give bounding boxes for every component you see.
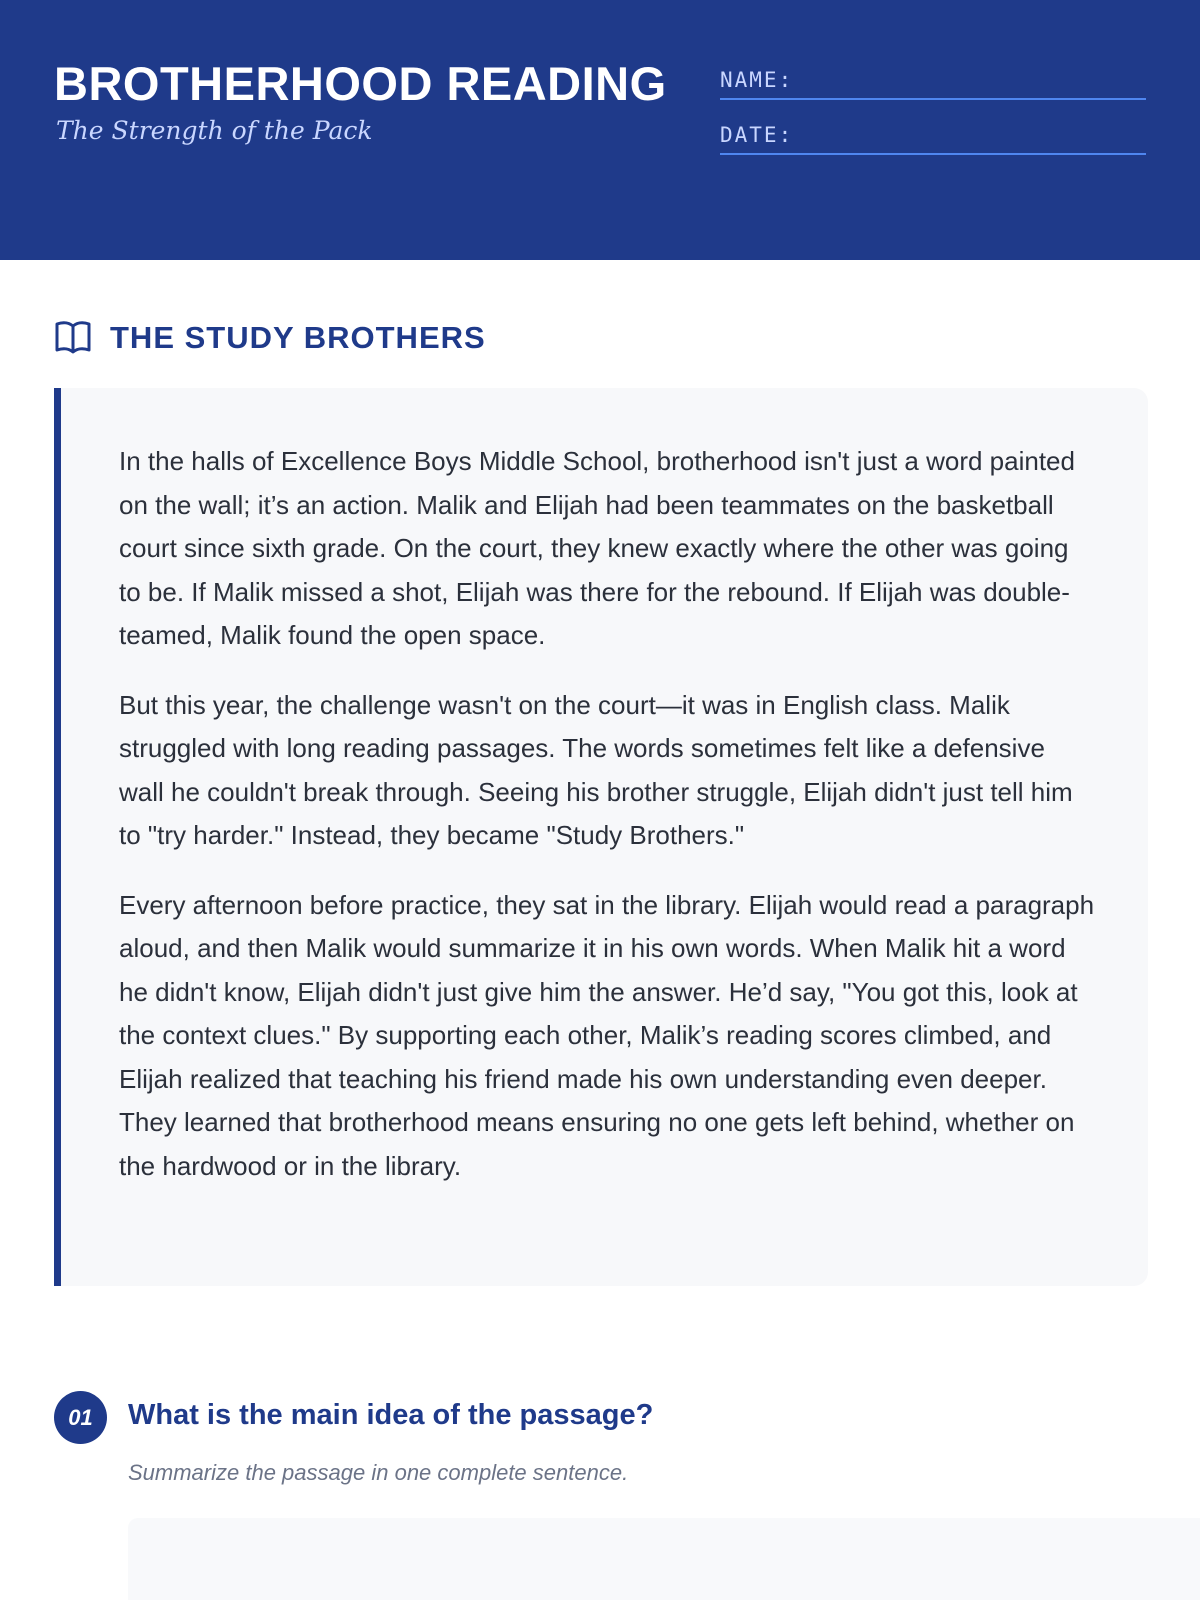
name-label: NAME: [720,68,794,92]
book-open-icon [54,320,94,356]
worksheet-header [0,0,1200,260]
passage-paragraph: Every afternoon before practice, they sat in the library. Elijah would read a paragraph aloud, and then Malik would summarize it in his own words. When Malik hit a word he didn't know, Elijah didn't just give him the answer. He’d say, "You got this, look at the context clues." By supporting each other, Malik’s reading scores climbed, and Elijah realized that teaching his friend made his own understanding even deeper. They learned that brotherhood means ensuring no one gets left behind, whether on the hardwood or in the library. [119,889,1095,1181]
answer-box[interactable] [128,1518,1200,1600]
section-title: THE STUDY BROTHERS [110,320,486,355]
section-heading [54,318,486,358]
question-hint: Summarize the passage in one complete sentence. [128,1460,629,1485]
question-number-badge: 01 [54,1391,107,1444]
worksheet-title: BROTHERHOOD READING [54,57,667,110]
passage-paragraph: In the halls of Excellence Boys Middle School, brotherhood isn't just a word painted on the wall; it’s an action. Malik and Elijah had been teammates on the basketball court since sixth grade. On the court, they knew exactly where the other was going to be. If Malik missed a shot, Elijah was there for the rebound. If Elijah was double-teamed, Malik found the open space. [119,446,1075,650]
date-label: DATE: [720,123,794,147]
name-field[interactable] [720,58,1146,100]
passage-paragraph: But this year, the challenge wasn't on the court—it was in English class. Malik struggled with long reading passages. The words sometimes felt like a defensive wall he couldn't break through. Seeing his brother struggle, Elijah didn't just tell him to "try harder." Instead, they became "Study Brothers." [119,689,1073,850]
reading-passage [54,388,1148,1286]
worksheet-subtitle: The Strength of the Pack [56,116,373,145]
date-field[interactable] [720,113,1146,155]
question-title: What is the main idea of the passage? [128,1399,654,1431]
